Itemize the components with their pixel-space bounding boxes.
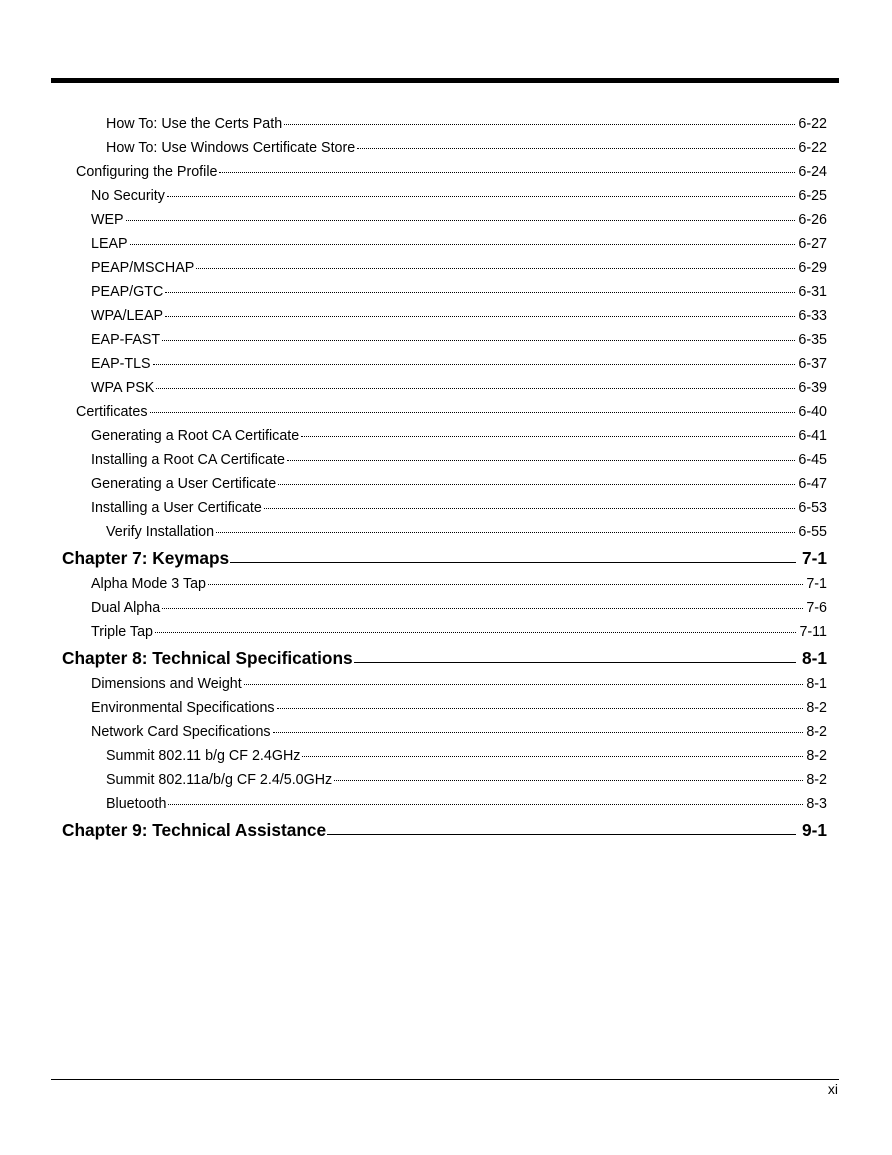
dot-leader [287,460,795,461]
toc-entry-page: 6-35 [798,332,827,348]
toc-entry-label: No Security [91,188,165,204]
toc-entry-configuring-the-profile[interactable] [76,161,827,183]
toc-entry-label: Installing a User Certificate [91,500,262,516]
toc-entry-page: 6-22 [798,116,827,132]
toc-entry-peap-mschap[interactable] [91,257,827,279]
solid-leader [230,562,796,563]
dot-leader [277,708,804,709]
toc-entry-network-card-specifications[interactable] [91,721,827,743]
dot-leader [196,268,795,269]
toc-entry-label: Environmental Specifications [91,700,275,716]
dot-leader [167,196,795,197]
toc-entry-summit-bg-cf[interactable] [106,745,827,767]
dot-leader [301,436,795,437]
toc-entry-generating-user-certificate[interactable] [91,473,827,495]
toc-entry-page: 6-39 [798,380,827,396]
toc-entry-wpa-psk[interactable] [91,377,827,399]
solid-leader [354,662,796,663]
toc-entry-page: 6-24 [798,164,827,180]
toc-entry-label: Certificates [76,404,148,420]
toc-chapter-page: 7-1 [802,548,827,568]
toc-entry-page: 6-22 [798,140,827,156]
toc-chapter-label: Chapter 8: Technical Specifications [62,648,353,668]
toc-entry-label: WPA/LEAP [91,308,164,324]
toc-entry-label: Verify Installation [106,524,215,540]
toc-entry-page: 7-11 [799,624,827,640]
toc-entry-page: 6-40 [798,404,827,420]
dot-leader [162,340,795,341]
dot-leader [208,584,803,585]
dot-leader [302,756,803,757]
toc-entry-page: 6-27 [798,236,827,252]
toc-entry-dimensions-and-weight[interactable] [91,673,827,695]
toc-entry-label: Configuring the Profile [76,164,218,180]
toc-entry-verify-installation[interactable] [106,521,827,543]
toc-entry-page: 6-53 [798,500,827,516]
toc-entry-label: How To: Use Windows Certificate Store [106,140,356,156]
toc-entry-label: Triple Tap [91,624,153,640]
toc-chapter-7-keymaps[interactable] [62,545,827,571]
dot-leader [219,172,795,173]
toc-chapter-label: Chapter 7: Keymaps [62,548,230,568]
toc-entry-label: Dimensions and Weight [91,676,242,692]
dot-leader [153,364,796,365]
toc-entry-page: 6-45 [798,452,827,468]
dot-leader [162,608,803,609]
toc-entry-label: Summit 802.11 b/g CF 2.4GHz [106,748,301,764]
toc-entry-page: 6-47 [798,476,827,492]
toc-entry-label: PEAP/MSCHAP [91,260,195,276]
toc-entry-label: Alpha Mode 3 Tap [91,576,206,592]
toc-entry-page: 7-6 [806,600,827,616]
toc-entry-alpha-mode-3-tap[interactable] [91,573,827,595]
toc-entry-page: 6-25 [798,188,827,204]
toc-entry-installing-user-certificate[interactable] [91,497,827,519]
footer-rule [51,1079,839,1080]
toc-entry-label: PEAP/GTC [91,284,164,300]
dot-leader [126,220,796,221]
toc-entry-bluetooth[interactable] [106,793,827,815]
toc-entry-page: 6-55 [798,524,827,540]
toc-entry-label: Summit 802.11a/b/g CF 2.4/5.0GHz [106,772,333,788]
toc-entry-page: 8-2 [806,748,827,764]
dot-leader [156,388,795,389]
toc-entry-dual-alpha[interactable] [91,597,827,619]
dot-leader [165,292,795,293]
dot-leader [284,124,795,125]
toc-entry-page: 8-2 [806,724,827,740]
toc-entry-page: 8-2 [806,772,827,788]
toc-entry-page: 6-33 [798,308,827,324]
toc-entry-label: Generating a Root CA Certificate [91,428,300,444]
toc-entry-summit-abg-cf[interactable] [106,769,827,791]
dot-leader [130,244,796,245]
toc-entry-page: 6-26 [798,212,827,228]
toc-entry-page: 8-1 [806,676,827,692]
toc-entry-page: 8-2 [806,700,827,716]
page-number: xi [827,1081,838,1097]
dot-leader [168,804,803,805]
toc-entry-leap[interactable] [91,233,827,255]
toc-entry-label: EAP-TLS [91,356,151,372]
toc-entry-certificates[interactable] [76,401,827,423]
toc-entry-eap-tls[interactable] [91,353,827,375]
toc-chapter-8-technical-specifications[interactable] [62,645,827,671]
dot-leader [216,532,795,533]
toc-entry-wep[interactable] [91,209,827,231]
dot-leader [150,412,796,413]
toc-entry-installing-root-ca-certificate[interactable] [91,449,827,471]
toc-entry-label: Bluetooth [106,796,167,812]
toc-entry-page: 6-31 [798,284,827,300]
toc-entry-eap-fast[interactable] [91,329,827,351]
toc-entry-page: 6-41 [798,428,827,444]
dot-leader [244,684,804,685]
dot-leader [357,148,795,149]
dot-leader [334,780,803,781]
toc-entry-peap-gtc[interactable] [91,281,827,303]
toc-entry-no-security[interactable] [91,185,827,207]
toc-entry-label: How To: Use the Certs Path [106,116,283,132]
dot-leader [278,484,795,485]
toc-entry-label: WPA PSK [91,380,155,396]
toc-entry-environmental-specifications[interactable] [91,697,827,719]
toc-entry-use-certs-path[interactable] [106,113,827,135]
toc-entry-triple-tap[interactable] [91,621,827,643]
toc-chapter-9-technical-assistance[interactable] [62,817,827,843]
toc-entry-label: Generating a User Certificate [91,476,277,492]
toc-entry-label: Dual Alpha [91,600,161,616]
toc-entry-label: WEP [91,212,124,228]
toc-entry-generating-root-ca-certificate[interactable] [91,425,827,447]
dot-leader [155,632,796,633]
dot-leader [273,732,804,733]
toc-chapter-page: 8-1 [802,648,827,668]
dot-leader [165,316,795,317]
toc-entry-label: Network Card Specifications [91,724,271,740]
toc-chapter-label: Chapter 9: Technical Assistance [62,820,327,840]
toc-entry-label: EAP-FAST [91,332,161,348]
toc-entry-page: 8-3 [806,796,827,812]
solid-leader [327,834,796,835]
toc-entry-label: LEAP [91,236,128,252]
dot-leader [264,508,796,509]
toc-entry-page: 7-1 [806,576,827,592]
toc-entry-use-windows-certificate-store[interactable] [106,137,827,159]
toc-entry-wpa-leap[interactable] [91,305,827,327]
toc-entry-page: 6-37 [798,356,827,372]
toc-chapter-page: 9-1 [802,820,827,840]
toc-entry-page: 6-29 [798,260,827,276]
toc-entry-label: Installing a Root CA Certificate [91,452,285,468]
